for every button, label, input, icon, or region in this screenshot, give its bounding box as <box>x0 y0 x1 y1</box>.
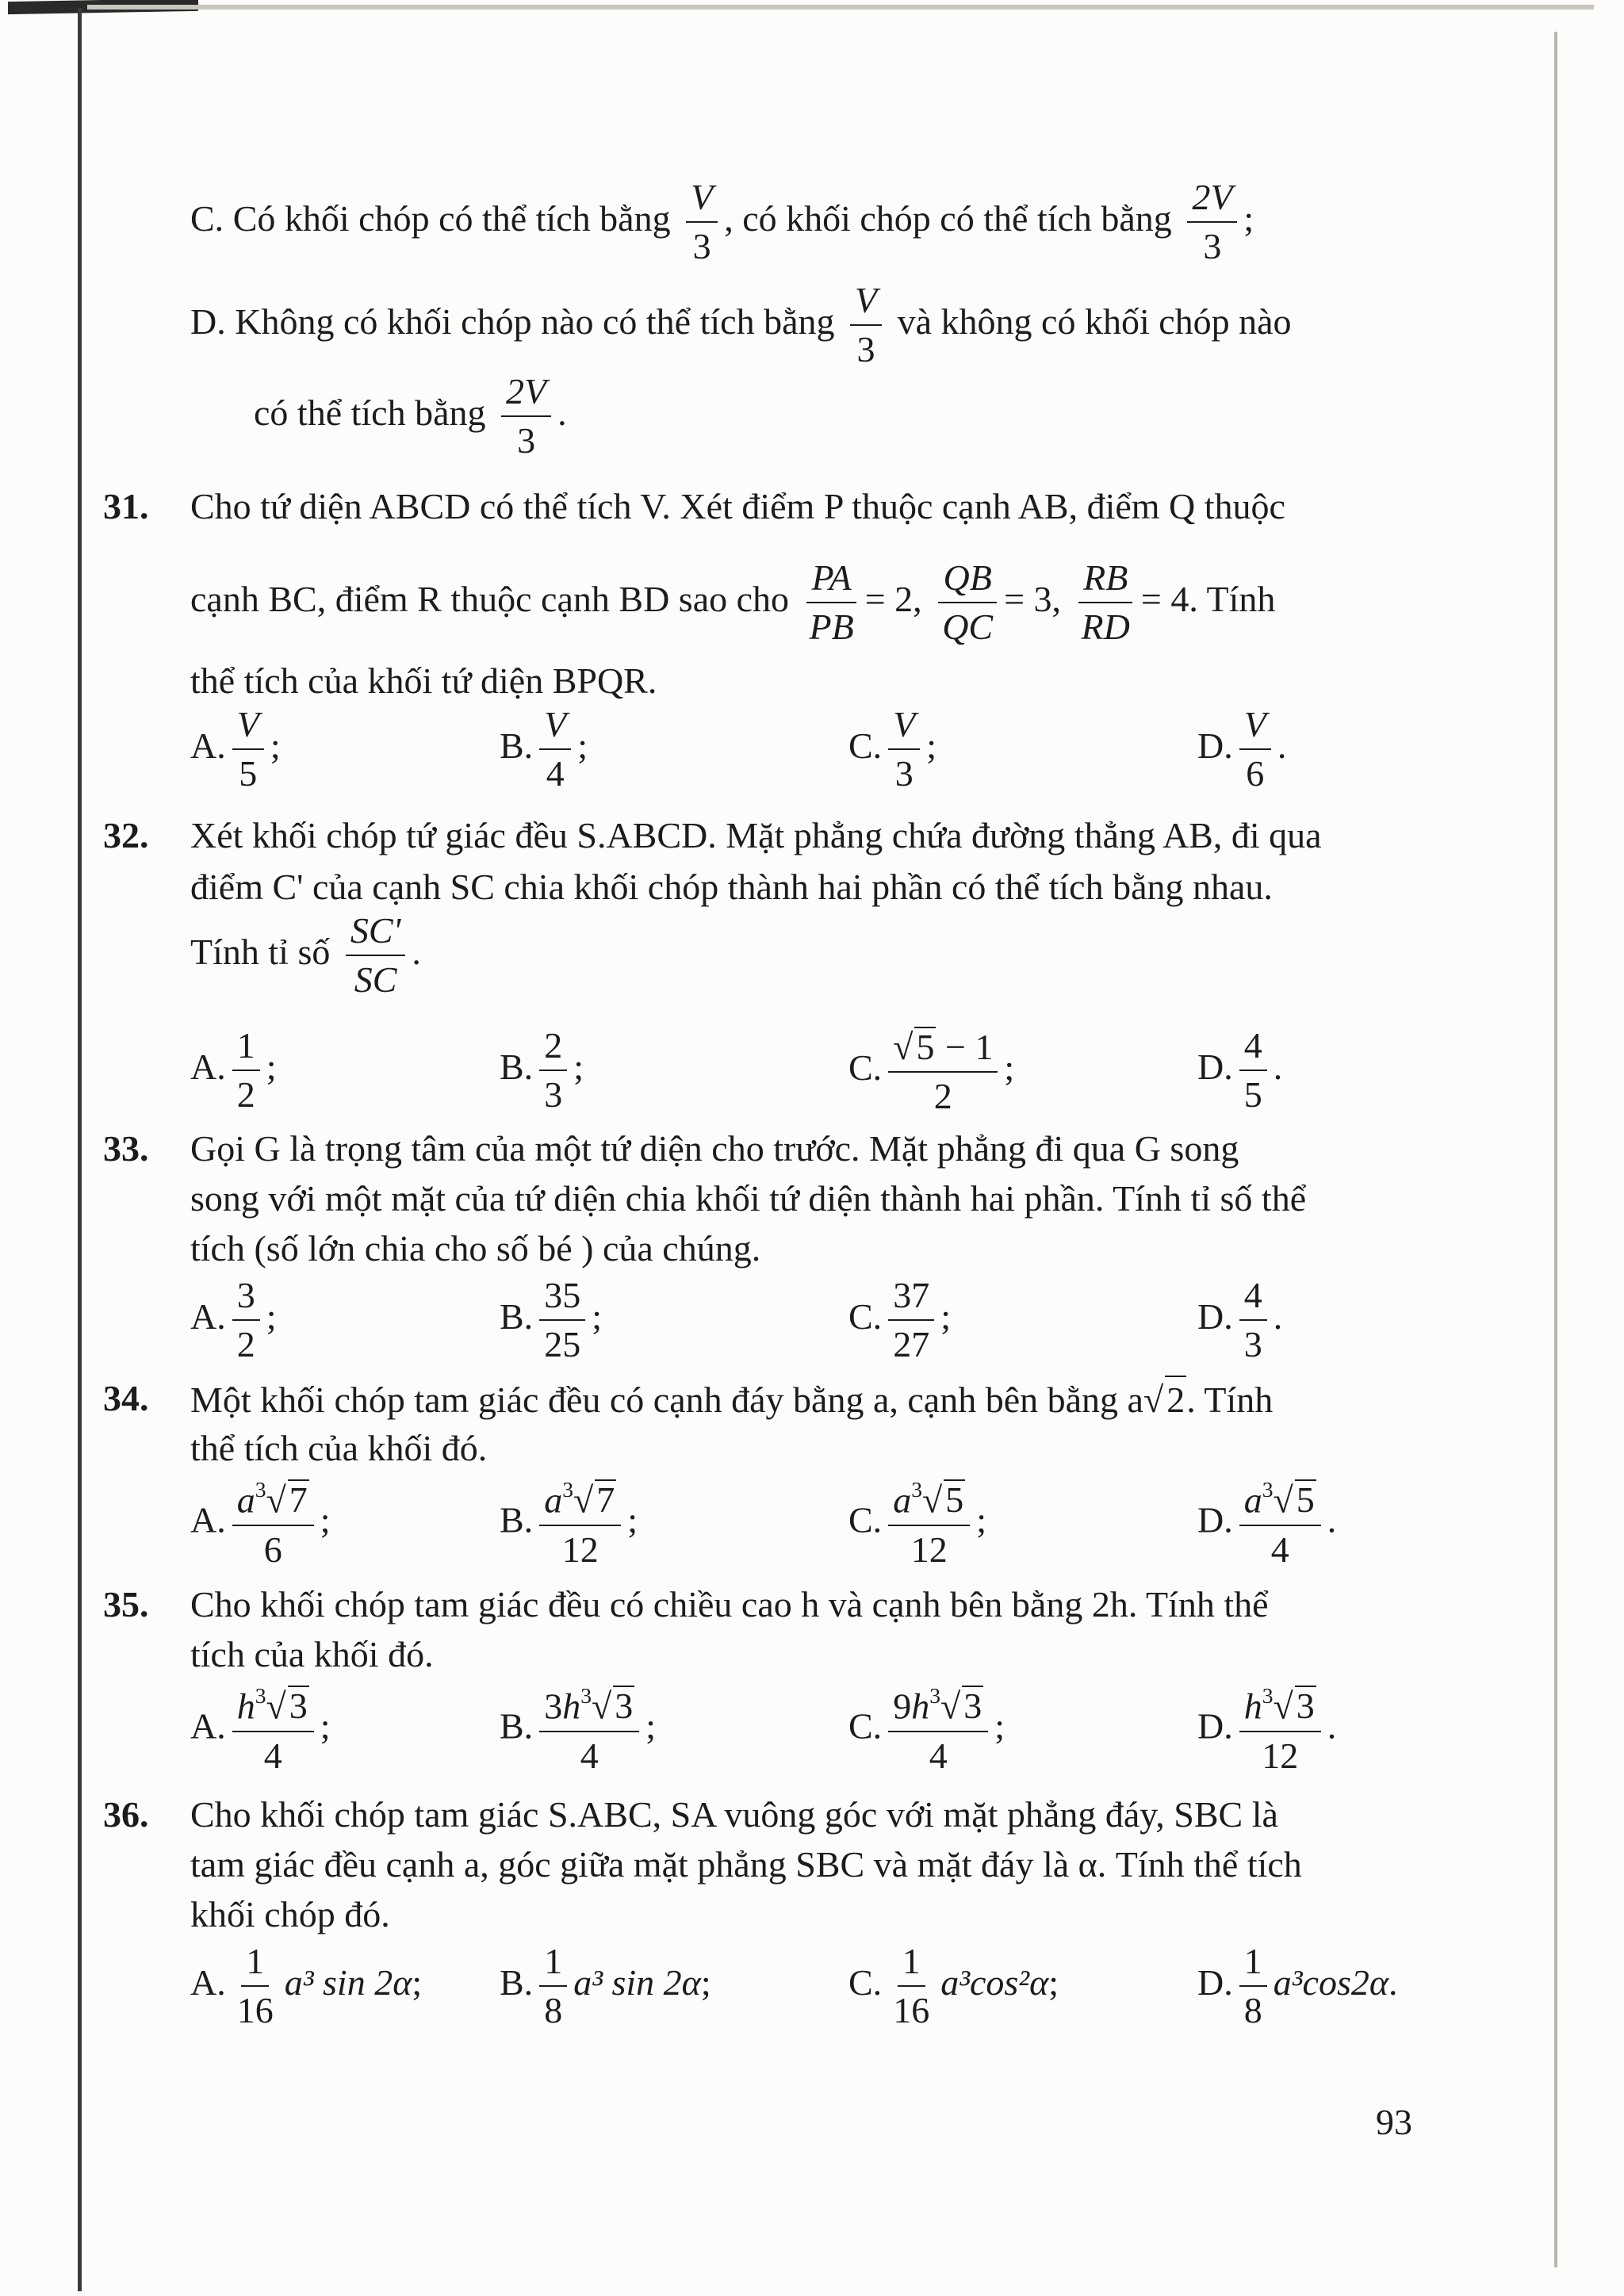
q35-options <box>190 1685 1427 1780</box>
option-d: D. $\frac{1}{8}$ a³cos2α. <box>1197 1941 1398 2031</box>
q33-options <box>190 1276 1427 1372</box>
q34-options <box>190 1479 1427 1574</box>
option-d: D. $\frac{V}{6}$ . <box>1197 704 1287 794</box>
q36-options <box>190 1942 1427 2038</box>
question-number: 32. <box>103 815 149 855</box>
option-b: B. $\frac{35}{25}$ ; <box>500 1275 602 1365</box>
option-c: C. $\frac{1}{16}$ a³cos²α; <box>848 1941 1059 2031</box>
fraction: $\frac{QB}{QC}$ <box>937 559 998 647</box>
fraction: $\frac{PA}{PB}$ <box>805 559 859 647</box>
option-b: B. $\frac{1}{8}$ a³ sin 2α; <box>500 1941 711 2031</box>
question-number: 31. <box>103 486 149 526</box>
q32-line-1: 32. Xét khối chóp tứ giác đều S.ABCD. Mặt phẳng chứa đường thẳng AB, đi qua <box>190 813 1322 859</box>
q33-line-1: 33. Gọi G là trọng tâm của một tứ diện cho trước. Mặt phẳng đi qua G song <box>190 1126 1239 1172</box>
option-d: D. $\frac{h^3√3}{12}$ . <box>1197 1683 1337 1776</box>
q30-option-d-cont: có thể tích bằng $\frac{2V}{3}$ . <box>254 371 567 461</box>
question-number: 35. <box>103 1584 149 1624</box>
q32-line-2: điểm C' của cạnh SC chia khối chóp thành hai phần có thể tích bằng nhau. <box>190 867 1273 907</box>
page-number: 93 <box>1376 2102 1412 2142</box>
option-a: A. $\frac{1}{16}$ a³ sin 2α; <box>190 1941 423 2031</box>
question-number: 36. <box>103 1794 149 1835</box>
q33-line-2: song với một mặt của tứ diện chia khối tứ diện thành hai phần. Tính tỉ số thể <box>190 1178 1307 1219</box>
option-b: B. $\frac{2}{3}$ ; <box>500 1025 584 1115</box>
q35-line-2: tích của khối đó. <box>190 1634 434 1674</box>
fraction: $\frac{SC'}{SC}$ <box>346 912 406 1000</box>
q36-line-2: tam giác đều cạnh a, góc giữa mặt phẳng SBC và mặt đáy là α. Tính thể tích <box>190 1844 1302 1885</box>
q36-line-1: 36. Cho khối chóp tam giác S.ABC, SA vuông góc với mặt phẳng đáy, SBC là <box>190 1792 1278 1838</box>
option-a: A. $\frac{3}{2}$ ; <box>190 1275 277 1365</box>
q30-option-c: C. Có khối chóp có thể tích bằng $\frac{V}{3}$ , có khối chóp có thể tích bằng $\frac{2V}{3}$ ; <box>190 177 1254 267</box>
scan-border-left <box>78 8 82 2291</box>
q31-line-1: 31. Cho tứ diện ABCD có thể tích V. Xét điểm P thuộc cạnh AB, điểm Q thuộc <box>190 484 1285 530</box>
q30-option-d: D. Không có khối chóp nào có thể tích bằng $\frac{V}{3}$ và không có khối chóp nào <box>190 280 1292 370</box>
question-number: 34. <box>103 1378 149 1418</box>
option-a: A. $\frac{h^3√3}{4}$ ; <box>190 1683 331 1776</box>
q33-line-3: tích (số lớn chia cho số bé ) của chúng. <box>190 1228 761 1269</box>
q31-options <box>190 706 1427 801</box>
option-d: D. $\frac{4}{3}$ . <box>1197 1275 1283 1365</box>
scan-border-top <box>87 5 1594 10</box>
scan-border-right <box>1554 32 1557 2267</box>
q32-options <box>190 1027 1427 1122</box>
fraction: $\frac{2V}{3}$ <box>1187 178 1237 266</box>
option-d: D. $\frac{a^3√5}{4}$ . <box>1197 1477 1337 1570</box>
q34-line-2: thể tích của khối đó. <box>190 1428 488 1468</box>
fraction: $\frac{RB}{RD}$ <box>1077 559 1135 647</box>
option-a: A. $\frac{V}{5}$ ; <box>190 704 281 794</box>
q31-line-3: thể tích của khối tứ diện BPQR. <box>190 660 657 701</box>
fraction: $\frac{V}{3}$ <box>850 281 882 369</box>
q31-line-2: cạnh BC, điểm R thuộc cạnh BD sao cho $\frac{PA}{PB}$ = 2, $\frac{QB}{QC}$ = 3, $\frac{RB}{RD}$ = 4. Tính <box>190 557 1276 648</box>
option-d: D. $\frac{4}{5}$ . <box>1197 1025 1283 1115</box>
option-c: C. $\frac{a^3√5}{12}$ ; <box>848 1477 987 1570</box>
option-a: A. $\frac{1}{2}$ ; <box>190 1025 277 1115</box>
option-c: C. $\frac{√5 - 1}{2}$ ; <box>848 1027 1015 1117</box>
fraction: $\frac{V}{3}$ <box>686 178 718 266</box>
q36-line-3: khối chóp đó. <box>190 1894 390 1934</box>
fraction: $\frac{2V}{3}$ <box>501 373 551 461</box>
option-c: C. $\frac{9h^3√3}{4}$ ; <box>848 1683 1005 1776</box>
option-c: C. $\frac{37}{27}$ ; <box>848 1275 951 1365</box>
option-b: B. $\frac{a^3√7}{12}$ ; <box>500 1477 638 1570</box>
q34-line-1: 34. Một khối chóp tam giác đều có cạnh đáy bằng a, cạnh bên bằng a√2. Tính <box>190 1376 1273 1423</box>
q32-line-3: Tính tỉ số $\frac{SC'}{SC}$ . <box>190 910 421 1001</box>
option-a: A. $\frac{a^3√7}{6}$ ; <box>190 1477 331 1570</box>
q35-line-1: 35. Cho khối chóp tam giác đều có chiều cao h và cạnh bên bằng 2h. Tính thể <box>190 1582 1269 1628</box>
option-b: B. $\frac{3h^3√3}{4}$ ; <box>500 1683 657 1776</box>
option-b: B. $\frac{V}{4}$ ; <box>500 704 588 794</box>
option-c: C. $\frac{V}{3}$ ; <box>848 704 937 794</box>
question-number: 33. <box>103 1128 149 1169</box>
